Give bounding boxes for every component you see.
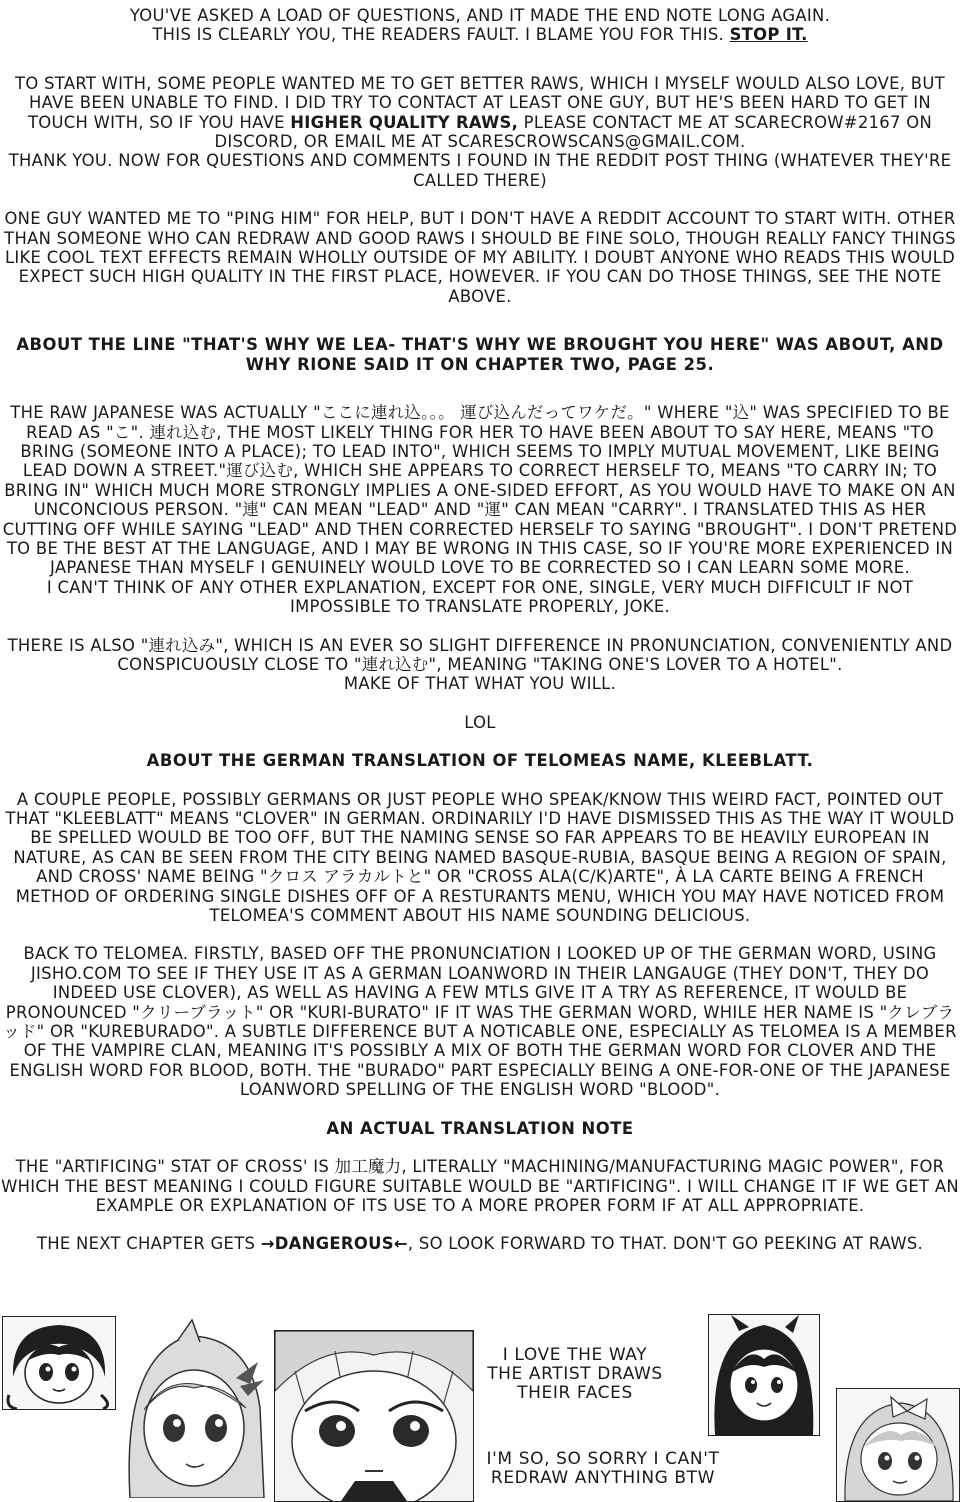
chibi-girl-illustration	[3, 1317, 115, 1409]
next-chapter-line	[0, 1234, 960, 1253]
joke-paragraph: I CAN'T THINK OF ANY OTHER EXPLANATION, EXCEPT FOR ONE, SINGLE, VERY MUCH DIFFICULT IF NOT IMPOSSIBLE TO TRANSLATE PROPERLY, JOKE.	[46, 577, 914, 617]
intro-line-1: YOU'VE ASKED A LOAD OF QUESTIONS, AND IT MADE THE END NOTE LONG AGAIN.	[129, 6, 831, 25]
hair-ornament-girl-panel	[118, 1318, 268, 1498]
bow-girl-panel	[836, 1388, 960, 1502]
raws-text-c: PLEASE CONTACT ME AT SCARECROW#2167 ON DISCORD, OR EMAIL ME AT SCARESCROWSCANS@GMAIL.COM.	[214, 112, 933, 152]
reddit-intro: THANK YOU. NOW FOR QUESTIONS AND COMMENTS I FOUND IN THE REDDIT POST THING (WHATEVER THEY'RE CALLED THERE)	[8, 151, 952, 190]
end-note	[0, 6, 960, 1254]
hair-ornament-girl-illustration	[118, 1318, 268, 1498]
line-heading: ABOUT THE LINE "THAT'S WHY WE LEA- THAT'S WHY WE BROUGHT YOU HERE" WAS ABOUT, AND WHY RIONE SAID IT ON CHAPTER TWO, PAGE 25.	[16, 335, 944, 374]
closeup-face-illustration	[275, 1331, 473, 1501]
raws-text-a: TO START WITH, SOME PEOPLE WANTED ME TO GET BETTER RAWS, WHICH I MYSELF WOULD ALSO LOVE, BUT HAVE BEEN UNABLE TO FIND. I DID TRY TO CONTACT AT LEAST ONE GUY, BUT HE'S BEEN HARD TO GET IN TOUCH WITH, SO IF YOU HAVE	[15, 73, 945, 132]
next-text-a: THE NEXT CHAPTER GETS	[36, 1234, 261, 1254]
actual-note-heading: AN ACTUAL TRANSLATION NOTE	[326, 1118, 634, 1138]
sorry-caption: I'M SO, SO SORRY I CAN'T REDRAW ANYTHING BTW	[486, 1449, 720, 1488]
intro-line-2	[0, 25, 960, 44]
closeup-face-panel	[274, 1330, 474, 1502]
raw-japanese-paragraph: THE RAW JAPANESE WAS ACTUALLY "ここに連れ込。。。 運び込んだってワケだ。" WHERE "込" WAS SPECIFIED TO BE READ AS "こ". 連れ込む, THE MOST LIKELY THING FOR HER TO HAVE BEEN ABOUT TO SAY HERE, MEANS "TO BRING (SOMEONE INTO A PLACE); TO LEAD INTO", WHICH SEEMS TO IMPLY MUTUAL MOVEMENT, LIKE BEING LEAD DOWN A STREET."運び込む, WHICH SHE APPEARS TO CORRECT HERSELF TO, MEANS "TO CARRY IN; TO BRING IN" WHICH MUCH MORE STRONGLY IMPLIES A ONE-SIDED EFFORT, AS YOU WOULD HAVE TO MAKE ON AN UNCONCIOUS PERSON. "連" CAN MEAN "LEAD" AND "運" CAN MEAN "CARRY". I TRANSLATED THIS AS HER CUTTING OFF WHILE SAYING "LEAD" AND THEN CORRECTED HERSELF TO SAYING "BROUGHT". I DON'T PRETEND TO BE THE BEST AT THE LANGUAGE, AND I MAY BE WRONG IN THIS CASE, SO IF YOU'RE MORE EXPERIENCED IN JAPANESE THAN MYSELF I GENUINELY WOULD LOVE TO BE CORRECTED SO I CAN LEARN SOME MORE.	[2, 403, 958, 578]
ping-paragraph: ONE GUY WANTED ME TO "PING HIM" FOR HELP, BUT I DON'T HAVE A REDDIT ACCOUNT TO START WITH. OTHER THAN SOMEONE WHO CAN REDRAW AND GOOD RAWS I SHOULD BE FINE SOLO, THOUGH REALLY FANCY THINGS LIKE COOL TEXT EFFECTS REMAIN WHOLLY OUTSIDE OF MY ABILITY. I DOUBT ANYONE WHO READS THIS WOULD EXPECT SUCH HIGH QUALITY IN THE FIRST PLACE, HOWEVER. IF YOU CAN DO THOSE THINGS, SEE THE NOTE ABOVE.	[4, 209, 956, 306]
chibi-girl-panel	[2, 1316, 116, 1410]
german-paragraph-1: A COUPLE PEOPLE, POSSIBLY GERMANS OR JUST PEOPLE WHO SPEAK/KNOW THIS WEIRD FACT, POINTED OUT THAT "KLEEBLATT" MEANS "CLOVER" IN GERMAN. ORDINARILY I'D HAVE DISMISSED THIS AS THE WAY IT WOULD BE SPELLED WOULD BE TOO OFF, BUT THE NAMING SENSE SO FAR APPEARS TO BE HEAVILY EUROPEAN IN NATURE, AS CAN BE SEEN FROM THE CITY BEING NAMED BASQUE-RUBIA, BASQUE BEING A REGION OF SPAIN, AND CROSS' NAME BEING "クロス アラカルトと" OR "CROSS ALA(C/K)ARTE", À LA CARTE BEING A FRENCH METHOD OF ORDERING SINGLE DISHES OFF OF A RESTURANTS MENU, WHICH YOU MAY HAVE NOTICED FROM TELOMEA'S COMMENT ABOUT HIS NAME SOUNDING DELICIOUS.	[5, 789, 955, 926]
stop-it-text: STOP IT.	[729, 25, 808, 45]
raws-emphasis: HIGHER QUALITY RAWS,	[290, 112, 519, 132]
german-paragraph-2: BACK TO TELOMEA. FIRSTLY, BASED OFF THE PRONUNCIATION I LOOKED UP OF THE GERMAN WORD, USING JISHO.COM TO SEE IF THEY USE IT AS A GERMAN LOANWORD IN THEIR LANGAUGE (THEY DON'T, THEY DO INDEED USE CLOVER), AS WELL AS HAVING A FEW MTLS GIVE IT A TRY AS REFERENCE, IT WOULD BE PRONOUNCED "クリーブラット" OR "KURI-BURATO" IF IT WAS THE GERMAN WORD, WHILE HER NAME IS "クレブラッド" OR "KUREBURADO". A SUBTLE DIFFERENCE BUT A NOTICABLE ONE, ESPECIALLY AS TELOMEA IS A MEMBER OF THE VAMPIRE CLAN, MEANING IT'S POSSIBLY A MIX OF BOTH THE GERMAN WORD FOR CLOVER AND THE ENGLISH WORD FOR BLOOD, BOTH. THE "BURADO" PART ESPECIALLY BEING A ONE-FOR-ONE OF THE JAPANESE LOANWORD SPELLING OF THE ENGLISH WORD "BLOOD".	[3, 944, 957, 1100]
love-caption: I LOVE THE WAY THE ARTIST DRAWS THEIR FACES	[487, 1345, 663, 1403]
actual-note-paragraph: THE "ARTIFICING" STAT OF CROSS' IS 加工魔力, LITERALLY "MACHINING/MANUFACTURING MAGIC POWER", FOR WHICH THE BEST MEANING I COULD FIGURE SUITABLE WOULD BE "ARTIFICING". I WILL CHANGE IT IF WE GET AN EXAMPLE OR EXPLANATION OF ITS USE TO A MORE PROPER FORM IF AT ALL APPROPRIATE.	[1, 1157, 959, 1215]
dangerous-text: →DANGEROUS←	[260, 1234, 408, 1254]
raws-paragraph	[0, 74, 960, 152]
hotel-paragraph: THERE IS ALSO "連れ込み", WHICH IS AN EVER SO SLIGHT DIFFERENCE IN PRONUNCIATION, CONVENIENTLY AND CONSPICUOUSLY CLOSE TO "連れ込む", MEANING "TAKING ONE'S LOVER TO A HOTEL".	[7, 635, 953, 674]
dark-haired-girl-illustration	[709, 1315, 819, 1435]
german-heading: ABOUT THE GERMAN TRANSLATION OF TELOMEAS NAME, KLEEBLATT.	[146, 751, 814, 771]
next-text-c: , SO LOOK FORWARD TO THAT. DON'T GO PEEKING AT RAWS.	[407, 1234, 924, 1254]
manga-panel-strip	[0, 1312, 960, 1500]
bow-girl-illustration	[837, 1389, 959, 1501]
lol-text: LOL	[464, 712, 496, 732]
dark-haired-girl-panel	[708, 1314, 820, 1436]
intro-blame-text: THIS IS CLEARLY YOU, THE READERS FAULT. I BLAME YOU FOR THIS.	[152, 25, 730, 45]
make-of-that: MAKE OF THAT WHAT YOU WILL.	[343, 674, 617, 694]
